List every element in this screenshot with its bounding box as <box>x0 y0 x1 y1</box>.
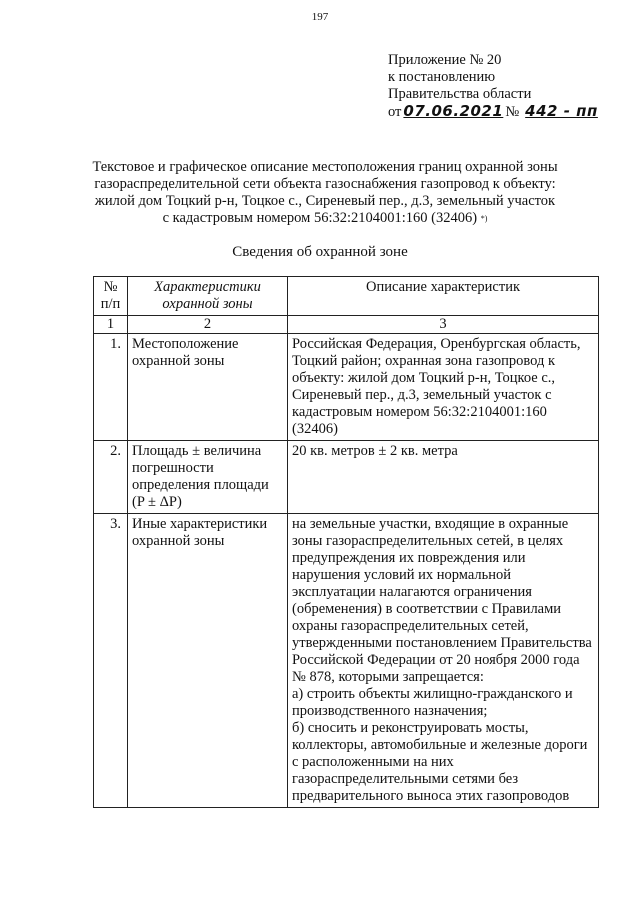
appendix-no-sign: № <box>505 104 520 120</box>
table-header-row <box>94 277 599 316</box>
resolution-number: 442 - пп <box>525 102 598 120</box>
table-index-row <box>94 316 599 334</box>
appendix-line-2: к постановлению <box>388 69 496 85</box>
row-number: 2. <box>94 441 128 514</box>
row-description: 20 кв. метров ± 2 кв. метра <box>288 441 599 514</box>
appendix-date-line <box>388 103 598 121</box>
index-cell: 1 <box>94 316 128 334</box>
appendix-line-3: Правительства области <box>388 86 532 102</box>
row-characteristic: Площадь ± величина погрешности определения площади (P ± ΔP) <box>128 441 288 514</box>
resolution-date: 07.06.2021 <box>403 102 504 120</box>
row-number: 1. <box>94 334 128 441</box>
row-description: Российская Федерация, Оренбургская область, Тоцкий район; охранная зона газопровод к объекту: жилой дом Тоцкий р-н, Тоцкое с., Сиреневый пер., д.3, земельный участок с кадастровым номером 56:32:2104001:160 (32406) <box>288 334 599 441</box>
header-description: Описание характеристик <box>288 277 599 316</box>
index-cell: 2 <box>128 316 288 334</box>
row-characteristic: Местоположение охранной зоны <box>128 334 288 441</box>
appendix-line-1: Приложение № 20 <box>388 52 502 68</box>
row-characteristic: Иные характеристики охранной зоны <box>128 514 288 808</box>
header-num: № п/п <box>94 277 128 316</box>
appendix-block <box>388 52 598 121</box>
document-title <box>90 159 560 227</box>
table-row <box>94 514 599 808</box>
section-subtitle: Сведения об охранной зоне <box>232 244 408 260</box>
appendix-from: от <box>388 104 402 120</box>
header-characteristic: Характеристики охранной зоны <box>128 277 288 316</box>
row-description: на земельные участки, входящие в охранные зоны газораспределительных сетей, в целях предупреждения их повреждения или нарушения условий их нормальной эксплуатации налагаются ограничения (обременения) в соответствии с Правилами охраны газораспределительных сетей, утвержденными постановлением Правительства Российской Федерации от 20 ноября 2000 года № 878, которыми запрещается: а) строить объекты жилищно-гражданского и производственного назначения; б) сносить и реконструировать мосты, коллекторы, автомобильные и железные дороги с расположенными на них газораспределительными сетями без предварительного выноса этих газопроводов <box>288 514 599 808</box>
row-number: 3. <box>94 514 128 808</box>
table-row <box>94 334 599 441</box>
footnote-mark: *) <box>480 214 488 223</box>
index-cell: 3 <box>288 316 599 334</box>
document-title-text: Текстовое и графическое описание местоположения границ охранной зоны газораспределительной сети объекта газоснабжения газопровод к объекту: жилой дом Тоцкий р-н, Тоцкое с., Сиреневый пер., д.3, земельный участок с кадастровым номером 56:32:2104001:160 (32406) <box>92 159 558 226</box>
page-number: 197 <box>311 11 329 23</box>
table-row <box>94 441 599 514</box>
protected-zone-table <box>93 276 599 808</box>
